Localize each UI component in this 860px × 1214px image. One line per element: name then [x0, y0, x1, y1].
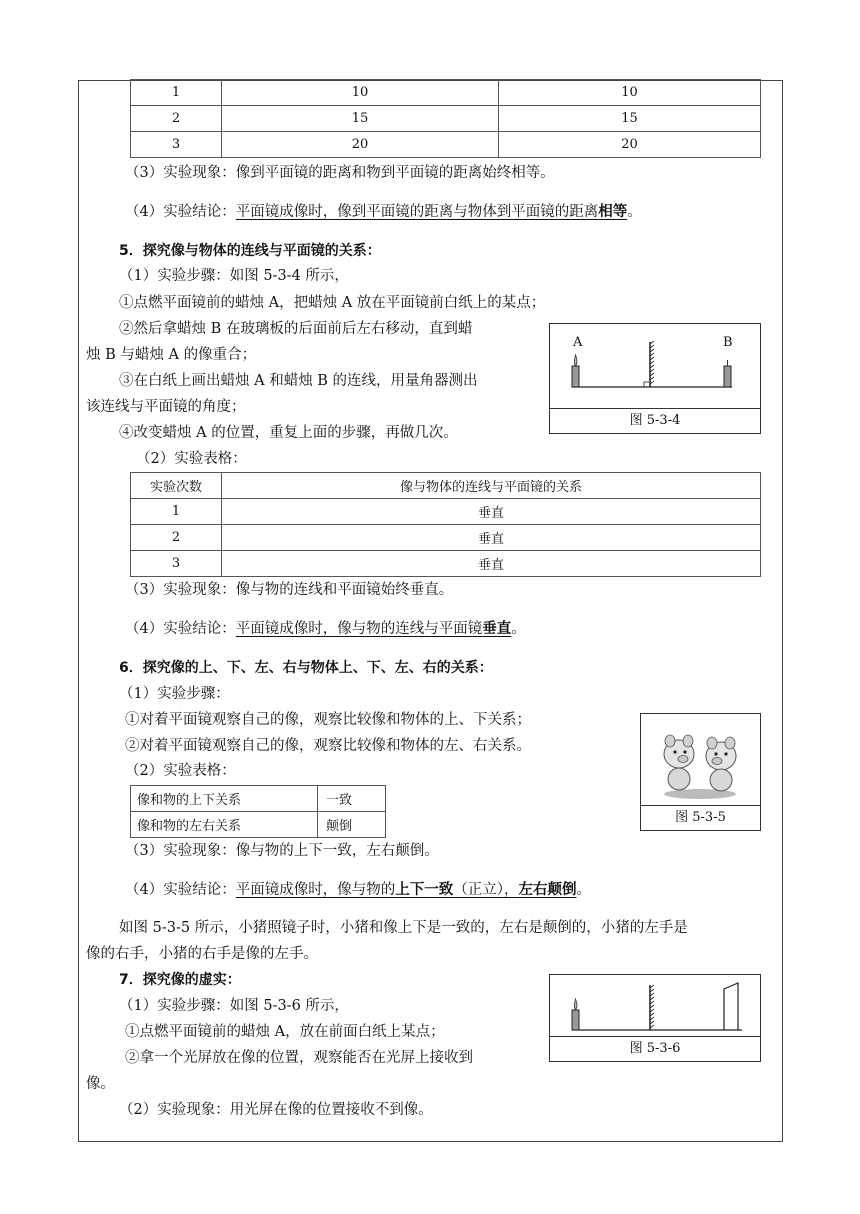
figure-5-3-6	[549, 974, 761, 1062]
table-row: 1 垂直	[131, 499, 761, 525]
s5-table-title: （2）实验表格：	[136, 451, 247, 467]
figure-5-3-5	[640, 713, 761, 831]
table-row: 3 垂直	[131, 551, 761, 577]
figure-caption: 图 5-3-6	[550, 1036, 760, 1061]
s6-heading: 6．探究像的上、下、左、右与物体上、下、左、右的关系：	[119, 660, 493, 676]
s7-step2b: 像。	[86, 1076, 115, 1092]
distance-table	[130, 79, 761, 158]
label-b: B	[723, 335, 733, 350]
table-row: 3 20 20	[131, 132, 761, 158]
s7-heading: 7．探究像的虚实：	[119, 972, 241, 988]
screen-icon	[724, 983, 738, 1030]
s5-conclusion: （4）实验结论：平面镜成像时，像与物的连线与平面镜垂直。	[125, 621, 526, 637]
s4-conclusion: （4）实验结论：平面镜成像时，像到平面镜的距离与物体到平面镜的距离相等。	[125, 204, 642, 220]
table-row: 实验次数 像与物体的连线与平面镜的关系	[131, 473, 761, 499]
orientation-table	[130, 785, 386, 838]
s6-step2: ②对着平面镜观察自己的像，观察比较像和物体的左、右关系。	[125, 738, 531, 754]
s7-step-title: （1）实验步骤：如图 5-3-6 所示，	[119, 998, 349, 1014]
s5-step3a: ③在白纸上画出蜡烛 A 和蜡烛 B 的连线，用量角器测出	[119, 373, 478, 389]
pig-mirror-illustration	[641, 714, 760, 806]
figure-5-3-4	[549, 323, 761, 434]
candle-icon	[572, 1010, 579, 1030]
s7-step2a: ②拿一个光屏放在像的位置，观察能否在光屏上接收到	[125, 1050, 473, 1066]
s5-step2b: 烛 B 与蜡烛 A 的像重合；	[86, 347, 257, 363]
s5-step3b: 该连线与平面镜的角度；	[86, 399, 246, 415]
figure-caption: 图 5-3-4	[550, 408, 760, 433]
s5-step4: ④改变蜡烛 A 的位置，重复上面的步骤，再做几次。	[119, 425, 458, 441]
s6-paragraph-line2: 像的右手，小猪的右手是像的左手。	[86, 946, 318, 962]
s7-phenomenon: （2）实验现象：用光屏在像的位置接收不到像。	[119, 1102, 433, 1118]
candle-a-icon	[572, 366, 579, 387]
table-row: 1 10 10	[131, 80, 761, 106]
s5-phenomenon: （3）实验现象：像与物的连线和平面镜始终垂直。	[125, 582, 454, 598]
s5-heading: 5．探究像与物体的连线与平面镜的关系：	[119, 243, 381, 259]
table-row: 像和物的左右关系 颠倒	[131, 812, 386, 838]
s6-step1: ①对着平面镜观察自己的像，观察比较像和物体的上、下关系；	[125, 712, 531, 728]
table-row: 像和物的上下关系 一致	[131, 786, 386, 812]
table-row: 2 15 15	[131, 106, 761, 132]
figure-caption: 图 5-3-5	[641, 805, 760, 830]
s5-step-title: （1）实验步骤：如图 5-3-4 所示，	[119, 268, 349, 284]
screen-mirror-diagram	[550, 975, 760, 1037]
pig-icon	[664, 735, 694, 790]
s7-step1: ①点燃平面镜前的蜡烛 A，放在前面白纸上某点；	[125, 1024, 445, 1040]
candle-b-icon	[724, 366, 731, 387]
s6-step-title: （1）实验步骤：	[119, 686, 230, 702]
pig-reflection-icon	[706, 737, 736, 791]
label-a: A	[573, 335, 583, 350]
s4-phenomenon: （3）实验现象：像到平面镜的距离和物到平面镜的距离始终相等。	[125, 165, 555, 181]
s6-table-title: （2）实验表格：	[125, 763, 236, 779]
table-row: 2 垂直	[131, 525, 761, 551]
s5-step1: ①点燃平面镜前的蜡烛 A，把蜡烛 A 放在平面镜前白纸上的某点；	[119, 295, 546, 311]
s6-conclusion: （4）实验结论：平面镜成像时，像与物的上下一致（正立），左右颠倒。	[125, 882, 591, 898]
s5-step2a: ②然后拿蜡烛 B 在玻璃板的后面前后左右移动，直到蜡	[119, 321, 473, 337]
s6-phenomenon: （3）实验现象：像与物的上下一致，左右颠倒。	[125, 843, 439, 859]
relation-table	[130, 472, 761, 577]
s6-paragraph-line1: 如图 5-3-5 所示，小猪照镜子时，小猪和像上下是一致的，左右是颠倒的，小猪的左手是	[119, 920, 688, 936]
